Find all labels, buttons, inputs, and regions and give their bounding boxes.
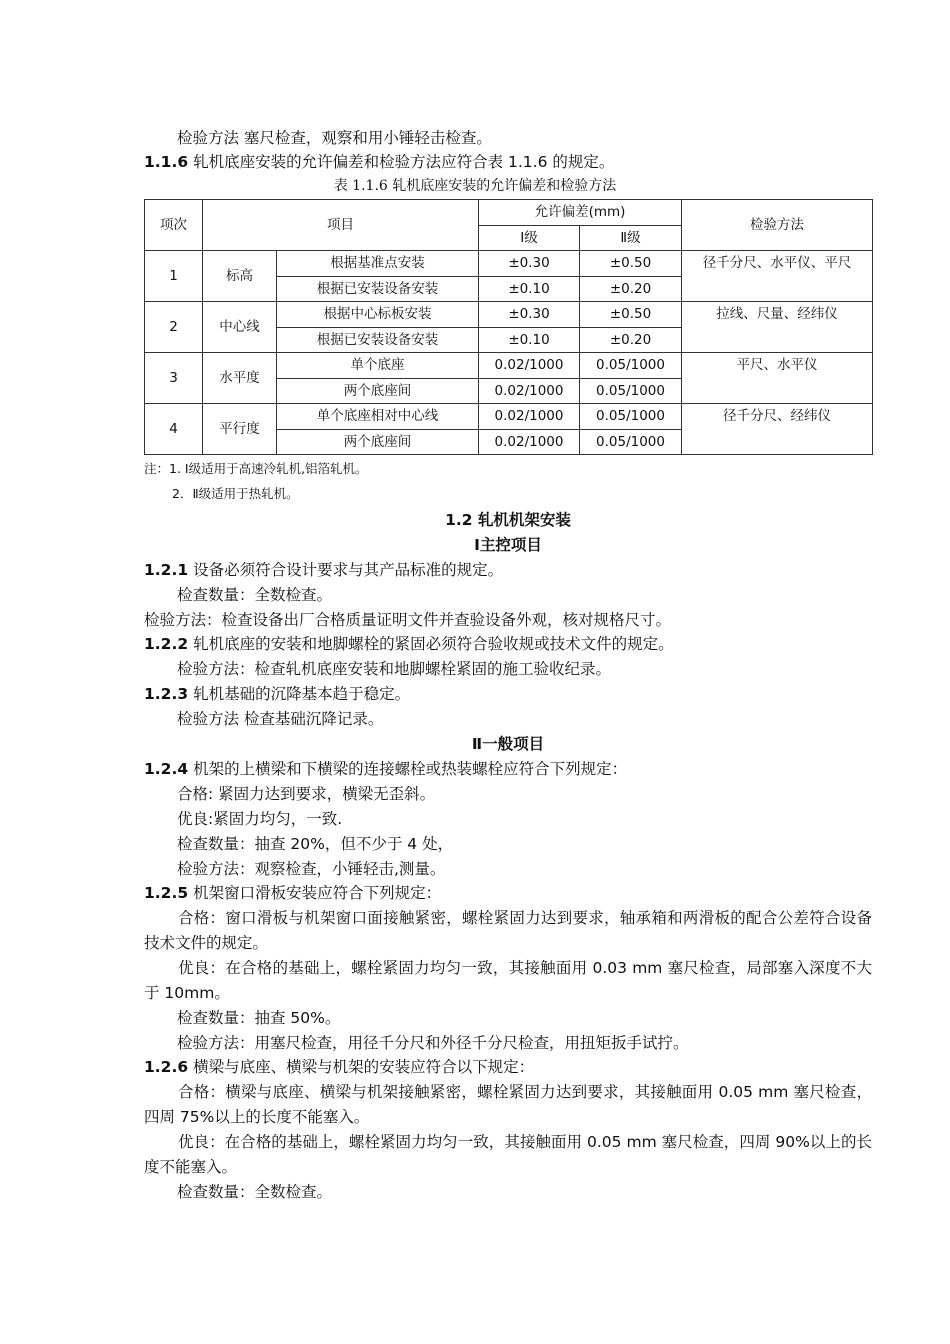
row-sub-item: 单个底座相对中心线 [277, 404, 479, 430]
table-row [145, 302, 873, 328]
row-sub-item: 两个底座间 [277, 378, 479, 404]
row-grade2: ±0.20 [580, 276, 682, 302]
clause-1-2-5-good: 优良：在合格的基础上，螺栓紧固力均匀一致，其接触面用 0.03 mm 塞尺检查，局部塞入深度不大于 10mm。 [144, 959, 872, 1002]
clause-text: 横梁与底座、横梁与机架的安装应符合以下规定： [188, 1058, 535, 1076]
header-item: 项目 [203, 200, 479, 251]
clause-text: 机架的上横梁和下横梁的连接螺栓或热装螺栓应符合下列规定： [188, 760, 628, 778]
table-row [145, 353, 873, 379]
clause-text: 轧机底座的安装和地脚螺栓的紧固必须符合验收规或技术文件的规定。 [188, 635, 674, 653]
row-grade2: 0.05/1000 [580, 404, 682, 430]
row-index: 2 [145, 302, 203, 353]
row-grade1: ±0.30 [479, 251, 580, 277]
row-method: 拉线、尺量、经纬仪 [682, 302, 873, 353]
clause-1-1-6 [144, 152, 614, 172]
row-method: 径千分尺、经纬仪 [682, 404, 873, 455]
row-grade1: 0.02/1000 [479, 429, 580, 455]
subsection-general-items: Ⅱ一般项目 [471, 735, 545, 753]
clause-1-2-5-method: 检验方法：用塞尺检查，用径千分尺和外径千分尺检查，用扭矩扳手试拧。 [177, 1034, 689, 1052]
clause-number: 1.2.4 [144, 760, 189, 778]
clause-1-2-2-method: 检验方法：检查轧机底座安装和地脚螺栓紧固的施工验收纪录。 [177, 660, 612, 678]
row-item-name: 中心线 [203, 302, 277, 353]
clause-text: 设备必须符合设计要求与其产品标准的规定。 [188, 561, 504, 579]
clause-text: 轧机基础的沉降基本趋于稳定。 [188, 685, 411, 703]
clause-1-2-4-method: 检验方法：观察检查，小锤轻击,测量。 [177, 860, 446, 878]
clause-number: 1.2.2 [144, 635, 189, 653]
subsection-main-items: Ⅰ主控项目 [474, 536, 542, 554]
clause-1-2-1-quantity: 检查数量：全数检查。 [177, 586, 333, 604]
row-index: 4 [145, 404, 203, 455]
tolerance-table [144, 199, 873, 455]
row-grade1: 0.02/1000 [479, 353, 580, 379]
clause-number: 1.2.5 [144, 884, 189, 902]
header-tolerance: 允许偏差(mm) [479, 200, 682, 226]
row-sub-item: 两个底座间 [277, 429, 479, 455]
clause-1-2-3-method: 检验方法 检查基础沉降记录。 [177, 710, 384, 728]
row-grade2: 0.05/1000 [580, 378, 682, 404]
row-sub-item: 根据已安装设备安装 [277, 327, 479, 353]
row-grade2: 0.05/1000 [580, 353, 682, 379]
row-grade2: ±0.20 [580, 327, 682, 353]
row-grade1: ±0.10 [479, 276, 580, 302]
row-sub-item: 根据基准点安装 [277, 251, 479, 277]
row-item-name: 标高 [203, 251, 277, 302]
row-item-name: 平行度 [203, 404, 277, 455]
row-sub-item: 根据已安装设备安装 [277, 276, 479, 302]
row-grade1: ±0.30 [479, 302, 580, 328]
row-method: 平尺、水平仪 [682, 353, 873, 404]
clause-1-2-6 [144, 1057, 534, 1077]
row-grade1: 0.02/1000 [479, 378, 580, 404]
clause-1-2-6-quantity: 检查数量：全数检查。 [177, 1183, 333, 1201]
clause-1-2-6-pass: 合格：横梁与底座、横梁与机架接触紧密，螺栓紧固力达到要求，其接触面用 0.05 mm 塞尺检查，四周 75%以上的长度不能塞入。 [144, 1083, 872, 1126]
clause-1-2-3 [144, 684, 410, 704]
clause-1-2-5-pass: 合格：窗口滑板与机架窗口面接触紧密，螺栓紧固力达到要求，轴承箱和两滑板的配合公差符合设备技术文件的规定。 [144, 909, 872, 952]
clause-1-2-4-good: 优良:紧固力均匀，一致. [177, 810, 343, 828]
clause-1-2-4-quantity: 检查数量：抽查 20%，但不少于 4 处， [177, 835, 454, 853]
clause-1-2-1-method: 检验方法：检查设备出厂合格质量证明文件并查验设备外观，核对规格尺寸。 [144, 611, 672, 629]
row-index: 1 [145, 251, 203, 302]
table-caption: 表 1.1.6 轧机底座安装的允许偏差和检验方法 [333, 178, 617, 194]
row-grade2: 0.05/1000 [580, 429, 682, 455]
header-method: 检验方法 [682, 200, 873, 251]
clause-1-2-4 [144, 759, 627, 779]
row-grade2: ±0.50 [580, 302, 682, 328]
clause-number: 1.2.6 [144, 1058, 189, 1076]
row-item-name: 水平度 [203, 353, 277, 404]
clause-1-2-2 [144, 634, 674, 654]
table-header-row [145, 200, 873, 226]
row-grade2: ±0.50 [580, 251, 682, 277]
row-index: 3 [145, 353, 203, 404]
row-sub-item: 根据中心标板安装 [277, 302, 479, 328]
row-method: 径千分尺、水平仪、平尺 [682, 251, 873, 302]
clause-1-2-5-quantity: 检查数量：抽查 50%。 [177, 1009, 341, 1027]
inspection-method-line: 检验方法 塞尺检查，观察和用小锤轻击检查。 [177, 129, 492, 147]
clause-text: 机架窗口滑板安装应符合下列规定： [188, 884, 442, 902]
clause-1-2-5 [144, 883, 441, 903]
table-note-1: 注：1. Ⅰ级适用于高速冷轧机,铝箔轧机。 [144, 461, 368, 476]
table-row [145, 251, 873, 277]
table-row [145, 404, 873, 430]
row-grade1: 0.02/1000 [479, 404, 580, 430]
section-title: 1.2 轧机机架安装 [445, 511, 571, 529]
clause-text: 轧机底座安装的允许偏差和检验方法应符合表 1.1.6 的规定。 [188, 153, 615, 171]
header-grade1: Ⅰ级 [479, 225, 580, 251]
header-index: 项次 [145, 200, 203, 251]
row-grade1: ±0.10 [479, 327, 580, 353]
clause-number: 1.1.6 [144, 153, 189, 171]
table-note-2: 2．Ⅱ级适用于热轧机。 [172, 486, 299, 501]
clause-1-2-6-good: 优良：在合格的基础上，螺栓紧固力均匀一致，其接触面用 0.05 mm 塞尺检查，四周 90%以上的长度不能塞入。 [144, 1133, 872, 1176]
row-sub-item: 单个底座 [277, 353, 479, 379]
clause-1-2-4-pass: 合格: 紧固力达到要求，横梁无歪斜。 [177, 785, 436, 803]
clause-number: 1.2.3 [144, 685, 189, 703]
clause-number: 1.2.1 [144, 561, 189, 579]
clause-1-2-1 [144, 560, 503, 580]
header-grade2: Ⅱ级 [580, 225, 682, 251]
